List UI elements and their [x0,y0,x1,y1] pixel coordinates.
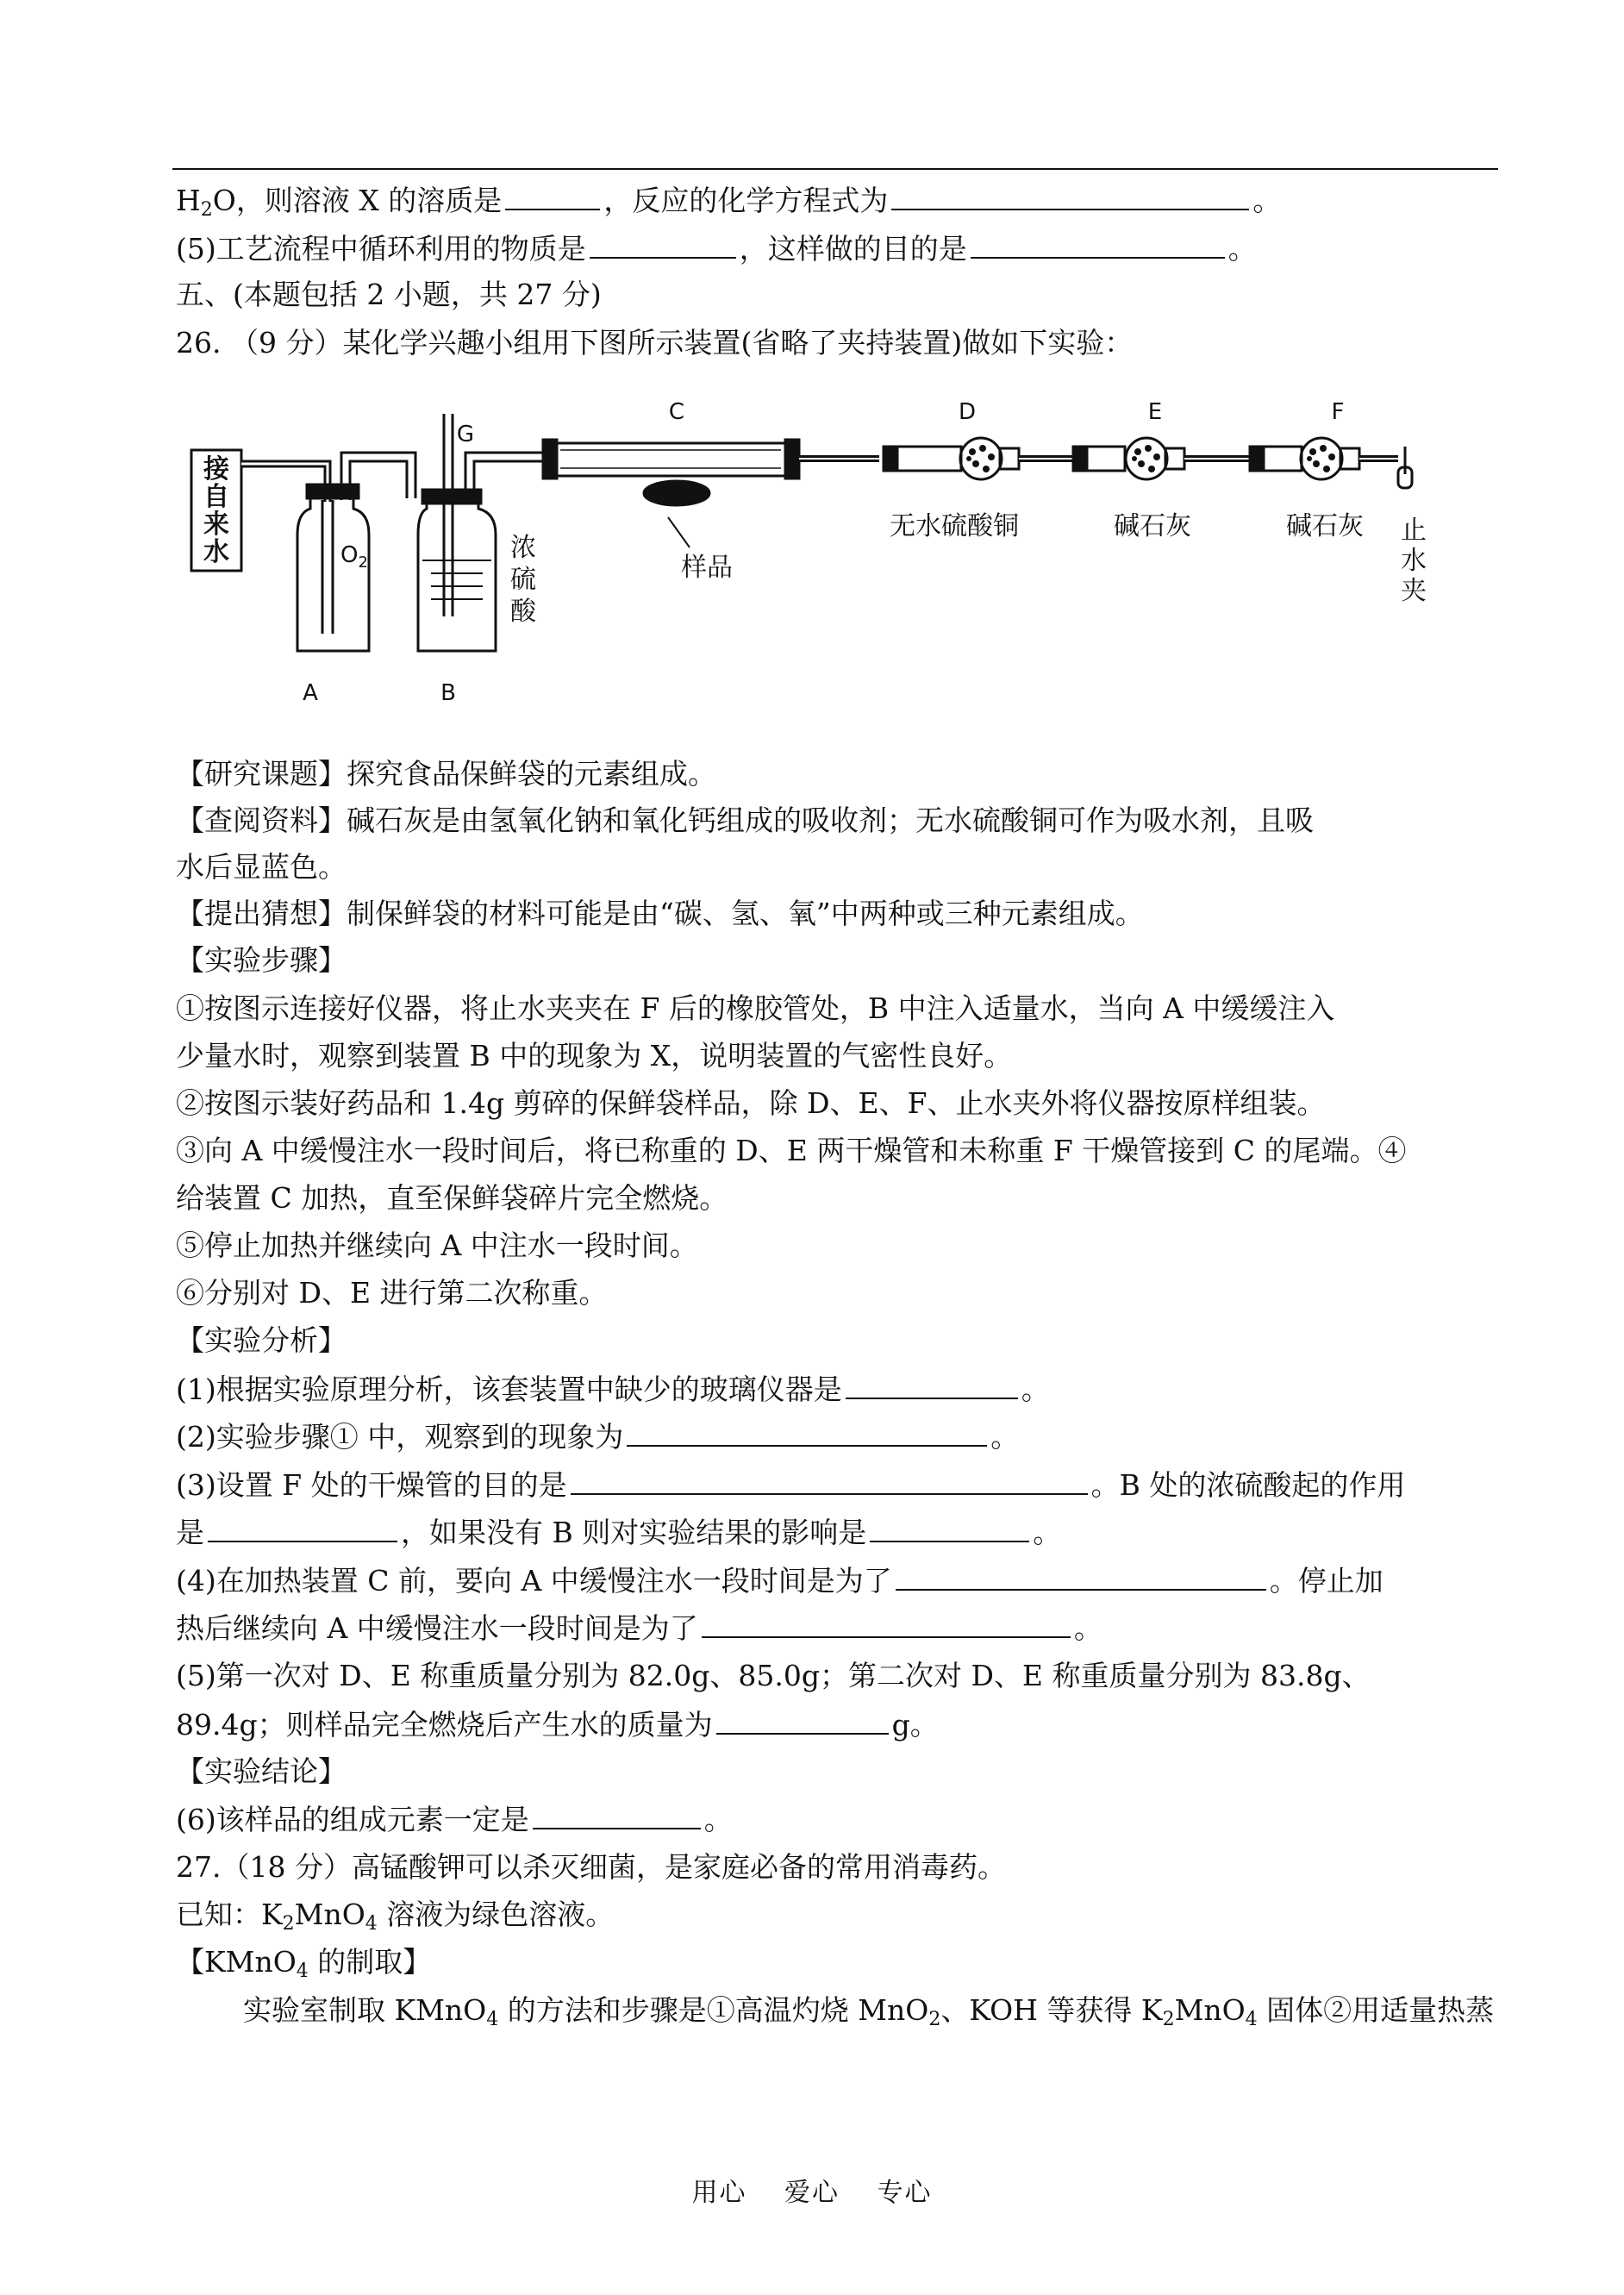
reagent-label-e: 碱石灰 [1114,511,1191,541]
label-b: B [440,680,456,706]
sample-label: 样品 [681,553,733,583]
text-line: ③向 A 中缓慢注水一段时间后，将已称重的 D、E 两干燥管和未称重 F 干燥管接到 C 的尾端。④ [176,1134,1407,1167]
header-rule [172,168,1498,170]
footer-word: 专心 [877,2178,933,2208]
text-line: (5)第一次对 D、E 称重质量分别为 82.0g、85.0g；第二次对 D、E 称重质量分别为 83.8g、 [176,1659,1371,1692]
acid-label: 硫 [510,565,536,595]
text-line: 热后继续向 A 中缓慢注水一段时间是为了 。 [176,1611,1102,1645]
answer-blank[interactable] [505,183,600,210]
label-f: F [1331,399,1345,425]
clamp-label: 夹 [1401,576,1427,606]
answer-blank[interactable] [846,1372,1018,1399]
text-line: (4)在加热装置 C 前，要向 A 中缓慢注水一段时间是为了 。停止加 [176,1564,1384,1598]
answer-blank[interactable] [891,183,1249,210]
text-line: (3)设置 F 处的干燥管的目的是 。B 处的浓硫酸起的作用 [176,1468,1406,1502]
question-stem: 26. （9 分）某化学兴趣小组用下图所示装置(省略了夹持装置)做如下实验： [176,326,1134,360]
page-footer [0,2171,1624,2209]
text-line: 【研究课题】探究食品保鲜袋的元素组成。 [176,757,716,791]
label-d: D [958,399,977,425]
acid-label: 酸 [510,597,536,627]
label-c: C [668,399,685,425]
text-line: 【实验结论】 [176,1754,347,1788]
source-label: 接 [203,454,229,485]
text-line: 是 ，如果没有 B 则对实验结果的影响是 。 [176,1516,1062,1549]
answer-blank[interactable] [971,231,1225,259]
text-line: 【查阅资料】碱石灰是由氢氧化钠和氧化钙组成的吸收剂；无水硫酸铜可作为吸水剂，且吸 [176,804,1314,837]
answer-blank[interactable] [896,1563,1266,1591]
label-e: E [1147,399,1163,425]
acid-label: 浓 [510,533,536,563]
source-label: 来 [203,510,229,540]
text-line: ①按图示连接好仪器，将止水夹夹在 F 后的橡胶管处，B 中注入适量水，当向 A 中缓缓注入 [176,991,1335,1025]
text-line: 水后显蓝色。 [176,850,347,884]
footer-word: 用心 [691,2178,747,2208]
text-line: 少量水时，观察到装置 B 中的现象为 X，说明装置的气密性良好。 [176,1039,1013,1072]
text-line: ②按图示装好药品和 1.4g 剪碎的保鲜袋样品，除 D、E、F、止水夹外将仪器按原样组装。 [176,1086,1326,1120]
label-a: A [303,680,318,706]
text-line: 【实验步骤】 [176,943,347,977]
text-line: 【提出猜想】制保鲜袋的材料可能是由“碳、氢、氧”中两种或三种元素组成。 [176,897,1144,930]
gas-label: $O_2$ [340,542,368,572]
source-label: 水 [203,537,229,567]
source-label: 自 [203,482,229,512]
text-line: ⑥分别对 D、E 进行第二次称重。 [176,1276,608,1310]
clamp-label: 水 [1401,546,1427,576]
text-line: 【KMnO$_4$ 的制取】 [176,1945,432,1982]
answer-blank[interactable] [590,231,736,259]
apparatus-diagram [181,388,1491,720]
text-line: (2)实验步骤① 中，观察到的现象为 。 [176,1420,1020,1454]
question-stem: 27.（18 分）高锰酸钾可以杀灭细菌，是家庭必备的常用消毒药。 [176,1850,1006,1884]
reagent-label-d: 无水硫酸铜 [890,511,1019,541]
answer-blank[interactable] [208,1515,397,1542]
answer-blank[interactable] [571,1467,1088,1495]
sample-blob [644,481,709,505]
text-line: ⑤停止加热并继续向 A 中注水一段时间。 [176,1229,698,1262]
clamp-label: 止 [1401,516,1427,546]
text-line: 给装置 C 加热，直至保鲜袋碎片完全燃烧。 [176,1181,728,1215]
text-line: 实验室制取 KMnO$_4$ 的方法和步骤是①高温灼烧 MnO$_2$、KOH 等获得 $K_2MnO_4$ 固体②用适量热蒸 [243,1993,1495,2030]
label-g: G [456,422,475,447]
text-line: (1)根据实验原理分析，该套装置中缺少的玻璃仪器是 。 [176,1373,1050,1406]
answer-blank[interactable] [870,1515,1029,1542]
section-heading: 五、(本题包括 2 小题，共 27 分) [176,278,602,311]
answer-blank[interactable] [533,1802,701,1829]
answer-blank[interactable] [716,1707,889,1735]
text-line: (5)工艺流程中循环利用的物质是 ，这样做的目的是 。 [176,232,1257,266]
footer-word: 爱心 [784,2178,840,2208]
text-line: (6)该样品的组成元素一定是 。 [176,1803,733,1836]
text-line: 【实验分析】 [176,1323,347,1357]
text-line: 已知：$K_2MnO_4$ 溶液为绿色溶液。 [176,1898,615,1935]
text-line: $H_2O$，则溶液 X 的溶质是 ，反应的化学方程式为 。 [176,184,1282,221]
answer-blank[interactable] [627,1419,987,1447]
text-line: 89.4g；则样品完全燃烧后产生水的质量为 g。 [176,1708,939,1742]
reagent-label-f: 碱石灰 [1286,511,1364,541]
answer-blank[interactable] [702,1610,1071,1638]
